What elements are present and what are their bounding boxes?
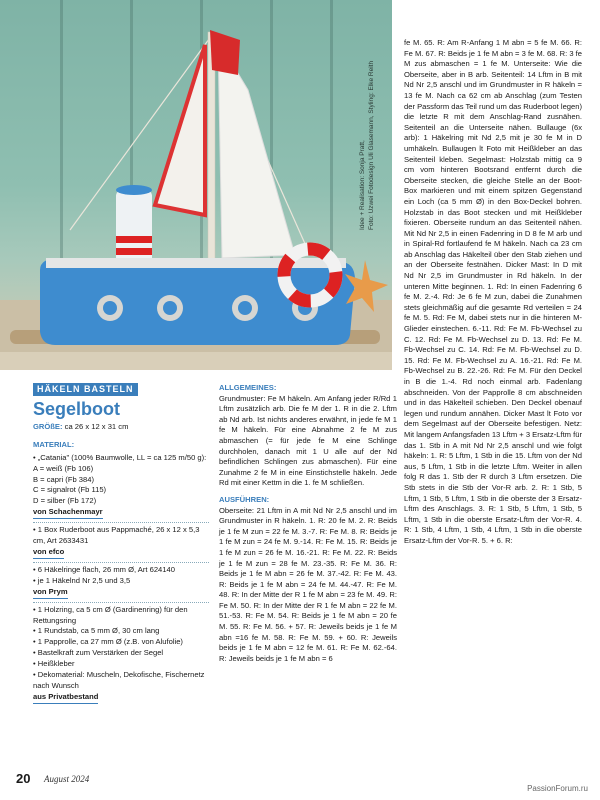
- brand-label: von Prym: [33, 587, 68, 599]
- material-heading: MATERIAL:: [33, 439, 75, 449]
- instructions-column-2: [404, 38, 582, 547]
- site-watermark: PassionForum.ru: [527, 784, 588, 793]
- material-list: • „Catania" (100% Baumwolle, LL = ca 125 m/50 g): A = weiß (Fb 106) B = capri (Fb 384) C = signalrot (Fb 115) D = silber (Fb 172) von Schachenmayr • 1 Box Ruderboot aus Pappmaché, 26 x 12 x 5,3 cm, Art 2633431 von efco • 6 Häkelringe flach, 26 mm Ø, Art 624140 • je 1 Häkelnd Nr 2,5 und 3,5 von Prym • 1 Holzring, ca 5 cm Ø (Gardinenring) für den Rettungsring • 1 Rundstab, ca 5 mm Ø, 30 cm lang • 1 Papprolle, ca 27 mm Ø (z.B. von Alufolie) • Bastelkraft zum Verstärken der Segel • Heißkleber • Dekomaterial: Muscheln, Dekofische, Fischernetz nach Wunsch aus Privatbestand: [33, 453, 209, 704]
- article-title: Segelboot: [33, 398, 121, 419]
- brand-label: von efco: [33, 547, 64, 559]
- work-heading: AUSFÜHREN:: [219, 494, 270, 504]
- size-line: GRÖßE: ca 26 x 12 x 31 cm: [33, 421, 129, 431]
- general-heading: ALLGEMEINES:: [219, 383, 277, 392]
- section-tag: HÄKELN BASTELN: [33, 383, 138, 396]
- brand-label: von Schachenmayr: [33, 507, 103, 519]
- issue-date: August 2024: [44, 774, 90, 784]
- brand-label: aus Privatbestand: [33, 692, 98, 704]
- general-text: Grundmuster: Fe M häkeln. Am Anfang jeder R/Rd 1 Lftm zusätzlich arb. Die fe M der 1. R in die 2. Lftm ab Nd arb. Ist nichts anderes erwähnt, in jede fe M 1 fe M häkeln. Für eine Abnahme 2 fe M zus abmaschen (= für jede fe M eine Schlinge durchholen, danach mit 1 U alle auf der Nd befindlichen Schlingen zus abmaschen). Für eine Zunahme 2 fe M in eine Einstichstelle häkeln. Jede Rd mit einer Kettm in die 1. fe M schließen.: [219, 393, 397, 488]
- hero-photo: [0, 0, 392, 370]
- materials-column: [33, 383, 209, 704]
- work-text: Oberseite: 21 Lftm in A mit Nd Nr 2,5 anschl und im Grundmuster in R häkeln. 1. R: 20 fe M. 2. R: Beids je 1 fe M zun = 22 fe M. 3.-7. R: Fe M. 8. R: Beids je 1 fe M zun = 24 fe M. 9.-14. R: Fe M. 15. R: Beids je 1 fe M zun = 26 fe M. 16.-21. R: Fe M. 22. R: Beids je 1 fe M zun = 28 fe M. 23.-35. R: Fe M. 36. R: Beids je 1 fe M abn = 26 fe M. 37.-42. R: Fe M. 43. R: Beids je 1 fe M abn = 24 fe M. 44.-47. R: Fe M. 48. R: In der Mitte der R 1 fe M abn = 23 fe M. 49. R: Fe M. 50. R: In der Mitte der R 1 fe M abn = 22 fe M. 51.-53. R: Fe M. 54. R: Beids je 1 fe M abn = 20 fe M. 55. R: Fe M. 56. + 57. R: Jeweils beids je 1 fe M abn =16 fe M. 58. R: Fe M. 59. + 60. R: Jeweils beids je 1 fe M abn = 12 fe M. 61. R: Fe M. 62.-64. R: Jeweils beids je 1 fe M abn = 6: [219, 505, 397, 663]
- photo-credit: Idee + Realisation: Sonja Pratt, Foto: Uzwei Fotodesign Uli Glasemann, Styling: Elke Reith: [359, 60, 375, 230]
- instructions-column-1: [219, 383, 397, 664]
- sailboat-illustration: [0, 0, 392, 370]
- page-number: 20: [16, 771, 31, 786]
- continued-text: fe M. 65. R: Am R-Anfang 1 M abn = 5 fe M. 66. R: Fe M. 67. R: Beids je 1 fe M abn = 3 fe M. 68. R: 3 fe M zus abmaschen = 1 fe M. Unterseite: Wie die Oberseite, aber in B arb. Seitenteil: 14 Lftm in B mit Nd Nr 2,5 anschl und im Grundmuster in R häkeln = 13 fe M. Nach ca 62 cm ab Anschlag (zum Testen der Passform das Teil rund um das Ruderboot legen) die letzte R mit dem Anschlag-Rand zusnähen. Seitenteil an die Unterseite nähen. Bullauge (6x arb): 1 Häkelring mit Nd 2,5 mit je 30 fe M in D umhäkeln. Bullaugen lt Foto mit Heißkleber an das Seitenteil kleben. Segelmast: Holzstab mittig ca 9 cm vom hinteren Bootsrand entfernt durch die Oberseite stecken, die gleiche Stelle an der Boot-Box markieren und mit einem spitzen Gegenstand ein Loch (ca 5 mm Ø) in den Box-Deckel bohren. Holzstab in das Boot stecken und mit Heißkleber fixieren. Oberseite rundum an das Seitenteil nähen. Mit Nd Nr 2,5 in einen Fadenring in D 8 fe M arb und in Spiral-Rd fortlaufend fe M häkeln. Nach ca 23 cm ab Anschlag das Häkelteil über den Stab ziehen und an der Oberseite festnähen. Dicker Mast: In D mit Nd Nr 2,5 im Grundmuster in Rd häkeln. In der unteren Mitte beginnen. 1. Rd: In einen Fadenring 6 fe M. 2.-4. Rd: Je 6 fe M zun, dabei die Zunahmen stets gleichmäßig auf die gesamte Rd verteilen = 24 fe M. 5. Rd: Fe M, dabei stets nur in die hinteren M-Glieder einstechen. 6.-11. Rd: Fe M. Fb-Wechsel zu C. 12. Rd: Fe M. Fb-Wechsel zu D. 13. Rd: Fe M. Fb-Wechsel zu C. 14. Rd: Fe M. Fb-Wechsel zu D. 15. Rd: Fe M. Fb-Wechsel zu A. 16.-21. Rd: Fe M. Fb-Wechsel zu B. 22.-26. Rd: Fe M. Für den Deckel in B die 1.-4. Rd noch einmal arb. Fadenlang abschneiden. Von der Papprolle 8 cm abschneiden und in das Häkelteil schieben. Den Deckel obenauf legen und rundum annähen. Dicker Mast lt Foto vor dem Segelmast auf der Oberseite befestigen. Netz: Mit langem Anfangsfaden 13 Lftm + 3 Ersatz-Lftm für das 1. Stb in A mit Nd Nr 2,5 anschl und wie folgt häkeln: 1. R: 5 Lftm, 1 Stb in die 15. Lftm von der Nd aus, 5 Lftm, 1 Stb in die letzte Lftm. Weiter in allen folg R das 1. Stb der R durch 3 Lftm ersetzen. Die Stb stets in die Stb der Vor-R arb. 2. R: 1 Stb, 5 Lftm, 1 Stb, 5 Lftm, 1 Stb in die oberste der 3 Ersatz-Lftm des Anschlags. 3. R: 1 Stb, 5 Lftm, 1 Stb, 5 Lftm, 1 Stb in die oberste Ersatz-Lftm der Vor-R. 4. R: 1 Stb, 4 Lftm, 1 Stb, 4 Lftm, 1 Stb in die oberste Ersatz-Lftm der Vor-R. 5. + 6. R:: [404, 38, 582, 545]
